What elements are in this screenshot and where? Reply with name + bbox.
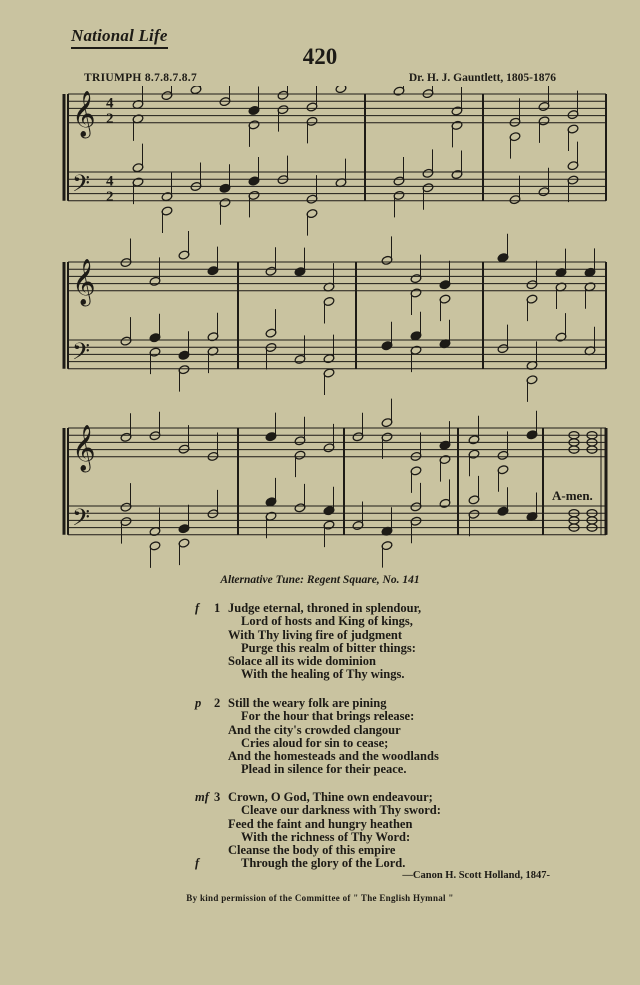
verse-number: 1 [214,601,221,615]
composer: Dr. H. J. Gauntlett, 1805-1876 [408,72,556,84]
dynamic-marking: p [195,696,202,710]
verse-line [195,615,555,628]
time-signature: 4 [106,95,114,112]
verse-line [195,818,555,831]
time-signature: 2 [106,110,114,127]
verse-3 [195,791,555,871]
tune-name: TRIUMPH 8.7.8.7.8.7 [84,72,198,84]
verse-line [195,655,555,668]
verse-line [195,629,555,642]
time-signature: 2 [106,188,114,205]
verse-line-text: Plead in silence for their peace. [241,762,407,777]
verse-line-text: Through the glory of the Lord. [241,856,406,871]
verse-line [195,791,555,804]
section-title: National Life [71,26,168,49]
dynamic-marking: f [195,856,200,871]
verse-line [195,750,555,763]
verse-line [195,737,555,750]
treble-clef: 𝄞 [72,90,96,137]
verse-line [195,724,555,737]
dynamic-marking: mf [195,790,209,804]
alternative-tune: Alternative Tune: Regent Square, No. 141 [220,574,420,586]
verse-line-text: With the richness of Thy Word: [241,829,411,844]
dynamic-marking: f [195,601,200,615]
verse-line-text: Judge eternal, throned in splendour, [228,601,422,615]
verse-line-text: Feed the faint and hungry heathen [228,816,413,831]
verse-line [195,857,555,870]
verse-line-text: Cleanse the body of this empire [228,843,396,858]
bass-clef: 𝄢 [72,169,91,203]
verse-line-text: Solace all its wide dominion [228,654,376,669]
bass-clef: 𝄢 [72,503,91,537]
verse-line-text: And the city's crowded clangour [228,722,401,737]
verse-line-text: And the homesteads and the woodlands [228,749,439,764]
verse-line [195,602,555,615]
music-score [60,86,620,578]
verse-line-text: Cleave our darkness with Thy sword: [241,803,441,818]
verse-number: 3 [214,790,221,804]
verse-line-text: For the hour that brings release: [241,709,415,724]
author-credit: —Canon H. Scott Holland, 1847- [402,870,550,881]
permission-note: By kind permission of the Committee of " The English Hymnal " [186,893,454,903]
verse-line-text: Crown, O God, Thine own endeavour; [228,790,433,804]
verse-line-text: With Thy living fire of judgment [228,627,402,642]
treble-clef: 𝄞 [72,424,96,471]
verse-line [195,642,555,655]
verse-line-text: With the healing of Thy wings. [241,667,405,682]
verse-line-text: Cries aloud for sin to cease; [241,735,389,750]
verse-line [195,763,555,776]
treble-clef: 𝄞 [72,258,96,305]
time-signature: 4 [106,173,114,190]
verse-line [195,668,555,681]
verse-line-text: Still the weary folk are pining [228,696,387,710]
verse-line [195,697,555,710]
verse-1 [195,602,555,682]
verse-line-text: Purge this realm of bitter things: [241,640,416,655]
verse-line [195,831,555,844]
verse-line [195,844,555,857]
verse-number: 2 [214,696,221,710]
verse-2 [195,697,555,777]
bass-clef: 𝄢 [72,337,91,371]
hymn-number: 420 [302,44,338,69]
amen-text: A-men. [552,488,593,503]
verse-line [195,710,555,723]
verse-line [195,804,555,817]
verse-line-text: Lord of hosts and King of kings, [241,614,413,629]
